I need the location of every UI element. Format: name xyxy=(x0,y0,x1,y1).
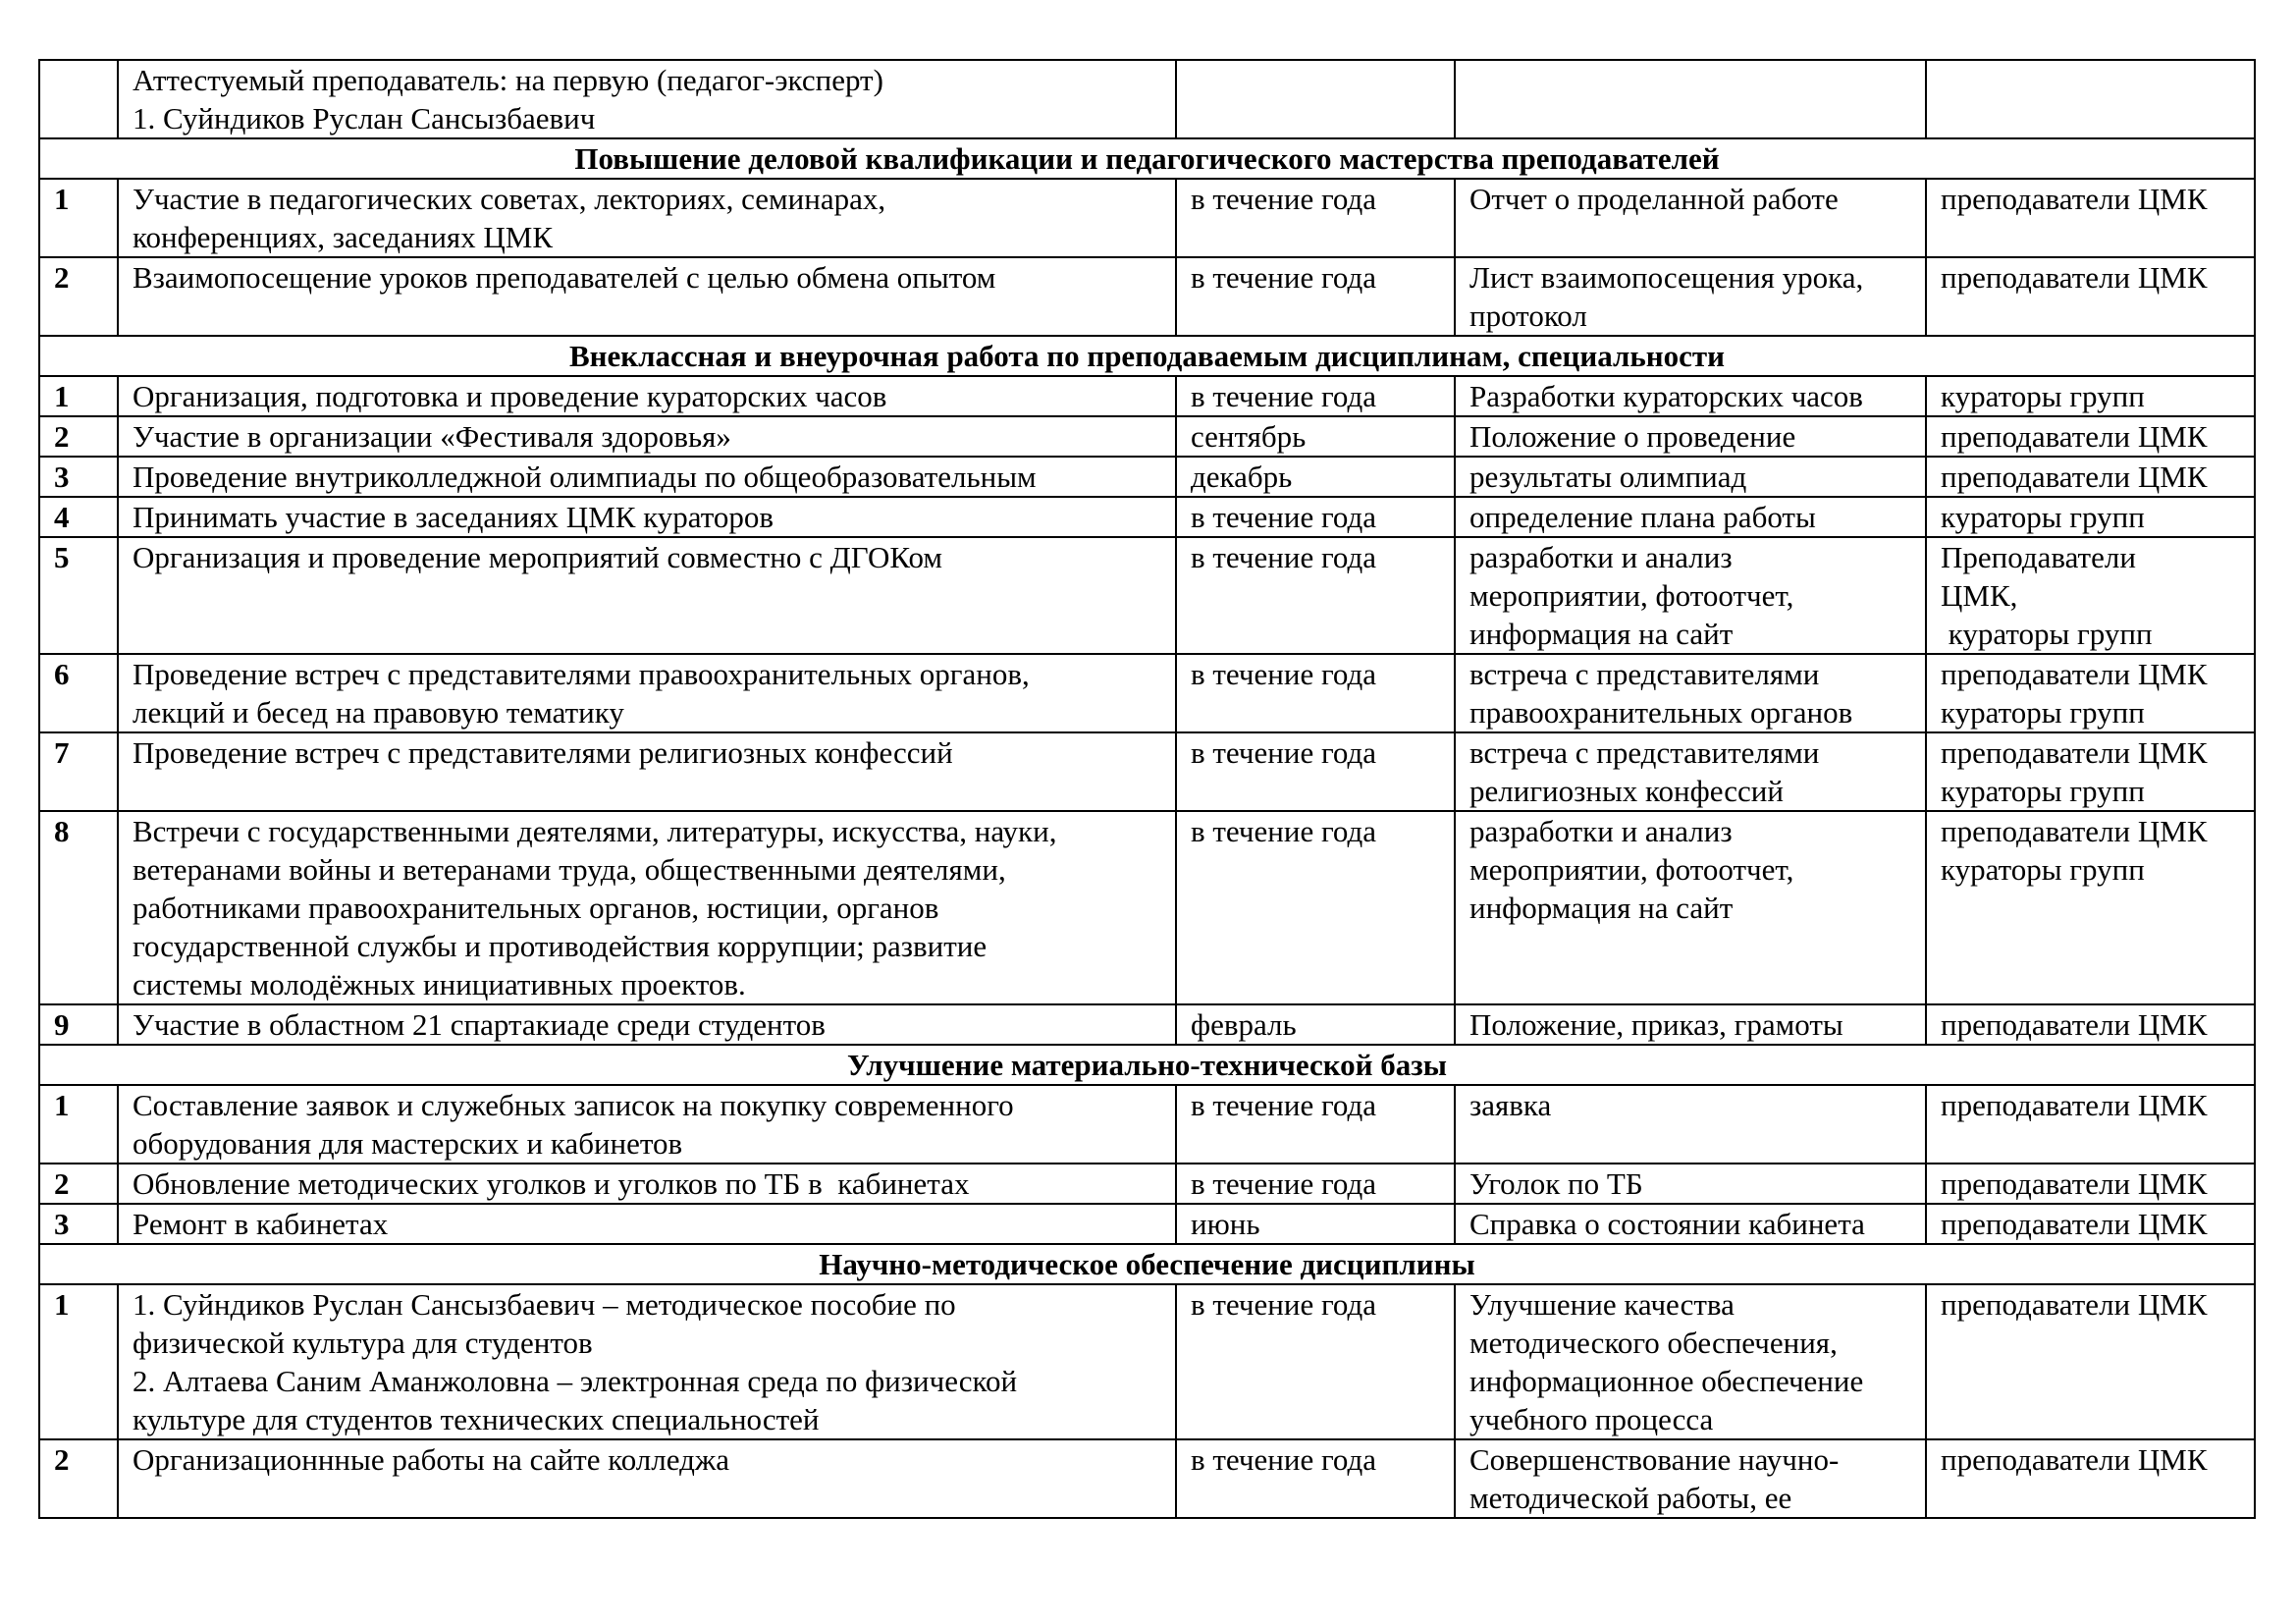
table-row xyxy=(39,811,2255,1004)
term-cell xyxy=(1176,497,1455,537)
responsible-cell xyxy=(1926,179,2255,257)
section-title: Улучшение материально-технической базы xyxy=(39,1045,2255,1085)
result-cell-line: методической работы, ее xyxy=(1469,1481,1792,1515)
activity-cell-line: Участие в организации «Фестиваля здоровья» xyxy=(133,419,731,454)
responsible-cell xyxy=(1926,654,2255,732)
result-cell-line: Лист взаимопосещения урока, xyxy=(1469,260,1864,295)
result-cell xyxy=(1455,1284,1926,1439)
section-title: Повышение деловой квалификации и педагогического мастерства преподавателей xyxy=(39,138,2255,179)
row-number: 7 xyxy=(39,732,118,811)
row-number: 2 xyxy=(39,416,118,457)
term-cell-line: февраль xyxy=(1191,1007,1297,1042)
result-cell-line: мероприятии, фотоотчет, xyxy=(1469,578,1794,613)
activity-cell xyxy=(118,1439,1176,1518)
result-cell-line: учебного процесса xyxy=(1469,1402,1714,1436)
result-cell-line: информация на сайт xyxy=(1469,891,1734,925)
responsible-cell-line: кураторы групп xyxy=(1941,379,2145,413)
row-number: 1 xyxy=(39,1284,118,1439)
section-header-row xyxy=(39,138,2255,179)
result-cell-line: Положение, приказ, грамоты xyxy=(1469,1007,1843,1042)
row-number: 6 xyxy=(39,654,118,732)
section-title: Внеклассная и внеурочная работа по преподаваемым дисциплинам, специальности xyxy=(39,336,2255,376)
responsible-cell-line: преподаватели ЦМК xyxy=(1941,1287,2208,1322)
term-cell-line: в течение года xyxy=(1191,540,1377,574)
table-row xyxy=(39,1085,2255,1164)
responsible-cell-line: преподаватели ЦМК xyxy=(1941,1007,2208,1042)
term-cell-line: июнь xyxy=(1191,1207,1260,1241)
term-cell-line: в течение года xyxy=(1191,1088,1377,1122)
responsible-cell xyxy=(1926,1164,2255,1204)
result-cell-line: разработки и анализ xyxy=(1469,540,1733,574)
term-cell-line: в течение года xyxy=(1191,182,1377,216)
activity-cell xyxy=(118,732,1176,811)
row-number: 1 xyxy=(39,179,118,257)
activity-cell xyxy=(118,416,1176,457)
responsible-cell xyxy=(1926,1439,2255,1518)
activity-cell-line: Организация и проведение мероприятий совместно с ДГОКом xyxy=(133,540,942,574)
table-row xyxy=(39,1439,2255,1518)
result-cell-line: Положение о проведение xyxy=(1469,419,1796,454)
term-cell xyxy=(1176,811,1455,1004)
table-row xyxy=(39,376,2255,416)
row-number: 4 xyxy=(39,497,118,537)
activity-cell-line: Обновление методических уголков и уголков по ТБ в кабинетах xyxy=(133,1166,970,1201)
result-cell-line: мероприятии, фотоотчет, xyxy=(1469,852,1794,887)
responsible-cell xyxy=(1926,1085,2255,1164)
result-cell-line: религиозных конфессий xyxy=(1469,774,1784,808)
result-cell-line: заявка xyxy=(1469,1088,1552,1122)
activity-cell xyxy=(118,376,1176,416)
result-cell xyxy=(1455,1085,1926,1164)
term-cell xyxy=(1176,1284,1455,1439)
row-number: 3 xyxy=(39,457,118,497)
activity-cell-line: культуре для студентов технических специальностей xyxy=(133,1402,820,1436)
responsible-cell-line: кураторы групп xyxy=(1941,617,2153,651)
table-row xyxy=(39,497,2255,537)
activity-cell-line: работниками правоохранительных органов, юстиции, органов xyxy=(133,891,939,925)
activity-cell xyxy=(118,654,1176,732)
term-cell-line: в течение года xyxy=(1191,260,1377,295)
result-cell xyxy=(1455,537,1926,654)
term-cell xyxy=(1176,1085,1455,1164)
table-row xyxy=(39,1164,2255,1204)
table-row xyxy=(39,1004,2255,1045)
activity-cell xyxy=(118,1004,1176,1045)
activity-cell-line: 2. Алтаева Саним Аманжоловна – электронная среда по физической xyxy=(133,1364,1018,1398)
result-cell xyxy=(1455,1004,1926,1045)
row-number: 1 xyxy=(39,1085,118,1164)
activity-cell-line: государственной службы и противодействия коррупции; развитие xyxy=(133,929,988,963)
term-cell-line: в течение года xyxy=(1191,1287,1377,1322)
responsible-cell xyxy=(1926,457,2255,497)
term-cell xyxy=(1176,1004,1455,1045)
result-cell-line: методического обеспечения, xyxy=(1469,1326,1838,1360)
responsible-cell xyxy=(1926,1204,2255,1244)
term-cell xyxy=(1176,179,1455,257)
responsible-cell-line: преподаватели ЦМК xyxy=(1941,1442,2208,1477)
term-cell-line: декабрь xyxy=(1191,460,1293,494)
result-cell-line: информация на сайт xyxy=(1469,617,1734,651)
responsible-cell-line: кураторы групп xyxy=(1941,500,2145,534)
activity-cell-line: Проведение внутриколледжной олимпиады по общеобразовательным xyxy=(133,460,1037,494)
intro-num-cell xyxy=(39,60,118,138)
term-cell xyxy=(1176,537,1455,654)
activity-cell-line: системы молодёжных инициативных проектов. xyxy=(133,967,746,1001)
activity-cell-line: Ремонт в кабинетах xyxy=(133,1207,389,1241)
activity-cell xyxy=(118,1164,1176,1204)
result-cell xyxy=(1455,376,1926,416)
activity-cell xyxy=(118,457,1176,497)
activity-cell xyxy=(118,537,1176,654)
activity-cell-line: Взаимопосещение уроков преподавателей с целью обмена опытом xyxy=(133,260,996,295)
activity-cell-line: Участие в педагогических советах, лекториях, семинарах, xyxy=(133,182,886,216)
result-cell-line: Уголок по ТБ xyxy=(1469,1166,1643,1201)
responsible-cell xyxy=(1926,1284,2255,1439)
work-plan-table xyxy=(38,59,2256,1519)
result-cell xyxy=(1455,257,1926,336)
intro-term-cell xyxy=(1176,60,1455,138)
responsible-cell-line: преподаватели ЦМК xyxy=(1941,260,2208,295)
term-cell xyxy=(1176,1164,1455,1204)
section-header-row xyxy=(39,1045,2255,1085)
responsible-cell-line: преподаватели ЦМК xyxy=(1941,1166,2208,1201)
term-cell-line: в течение года xyxy=(1191,657,1377,691)
result-cell xyxy=(1455,497,1926,537)
responsible-cell xyxy=(1926,732,2255,811)
intro-result-cell xyxy=(1455,60,1926,138)
responsible-cell-line: ЦМК, xyxy=(1941,578,2018,613)
term-cell-line: в течение года xyxy=(1191,1166,1377,1201)
responsible-cell-line: Преподаватели xyxy=(1941,540,2136,574)
result-cell-line: Разработки кураторских часов xyxy=(1469,379,1863,413)
result-cell xyxy=(1455,811,1926,1004)
responsible-cell xyxy=(1926,416,2255,457)
table-row xyxy=(39,1204,2255,1244)
activity-cell xyxy=(118,1085,1176,1164)
responsible-cell-line: кураторы групп xyxy=(1941,695,2145,730)
activity-cell-line: Участие в областном 21 спартакиаде среди студентов xyxy=(133,1007,826,1042)
term-cell-line: в течение года xyxy=(1191,1442,1377,1477)
activity-cell-line: Проведение встреч с представителями религиозных конфессий xyxy=(133,735,953,770)
term-cell-line: в течение года xyxy=(1191,814,1377,848)
responsible-cell xyxy=(1926,497,2255,537)
responsible-cell xyxy=(1926,1004,2255,1045)
intro-line: 1. Суйндиков Руслан Сансызбаевич xyxy=(133,101,596,135)
table-row xyxy=(39,654,2255,732)
result-cell-line: встреча с представителями xyxy=(1469,735,1820,770)
activity-cell-line: Встречи с государственными деятелями, литературы, искусства, науки, xyxy=(133,814,1057,848)
term-cell xyxy=(1176,732,1455,811)
activity-cell xyxy=(118,1204,1176,1244)
responsible-cell-line: преподаватели ЦМК xyxy=(1941,814,2208,848)
result-cell-line: разработки и анализ xyxy=(1469,814,1733,848)
term-cell xyxy=(1176,376,1455,416)
activity-cell xyxy=(118,1284,1176,1439)
row-number: 2 xyxy=(39,1439,118,1518)
term-cell-line: в течение года xyxy=(1191,735,1377,770)
result-cell-line: определение плана работы xyxy=(1469,500,1816,534)
table-row xyxy=(39,537,2255,654)
intro-resp-cell xyxy=(1926,60,2255,138)
responsible-cell xyxy=(1926,376,2255,416)
row-number: 1 xyxy=(39,376,118,416)
table-row xyxy=(39,732,2255,811)
row-number: 3 xyxy=(39,1204,118,1244)
intro-line: Аттестуемый преподаватель: на первую (педагог-эксперт) xyxy=(133,63,883,97)
activity-cell-line: Организация, подготовка и проведение кураторских часов xyxy=(133,379,887,413)
responsible-cell-line: преподаватели ЦМК xyxy=(1941,735,2208,770)
term-cell xyxy=(1176,1439,1455,1518)
section-header-row xyxy=(39,336,2255,376)
intro-row xyxy=(39,60,2255,138)
result-cell xyxy=(1455,1164,1926,1204)
table-row xyxy=(39,257,2255,336)
responsible-cell-line: преподаватели ЦМК xyxy=(1941,419,2208,454)
work-plan-body xyxy=(39,60,2255,1518)
responsible-cell-line: преподаватели ЦМК xyxy=(1941,182,2208,216)
responsible-cell-line: кураторы групп xyxy=(1941,774,2145,808)
row-number: 9 xyxy=(39,1004,118,1045)
term-cell xyxy=(1176,257,1455,336)
activity-cell-line: Организационнные работы на сайте колледжа xyxy=(133,1442,730,1477)
responsible-cell xyxy=(1926,811,2255,1004)
result-cell xyxy=(1455,654,1926,732)
result-cell-line: протокол xyxy=(1469,298,1587,333)
row-number: 2 xyxy=(39,1164,118,1204)
responsible-cell xyxy=(1926,257,2255,336)
result-cell xyxy=(1455,416,1926,457)
result-cell-line: информационное обеспечение xyxy=(1469,1364,1864,1398)
term-cell-line: сентябрь xyxy=(1191,419,1307,454)
result-cell-line: результаты олимпиад xyxy=(1469,460,1747,494)
activity-cell-line: Составление заявок и служебных записок на покупку современного xyxy=(133,1088,1014,1122)
table-row xyxy=(39,179,2255,257)
term-cell-line: в течение года xyxy=(1191,379,1377,413)
activity-cell-line: оборудования для мастерских и кабинетов xyxy=(133,1126,683,1161)
table-row xyxy=(39,457,2255,497)
result-cell xyxy=(1455,1439,1926,1518)
result-cell-line: правоохранительных органов xyxy=(1469,695,1853,730)
table-row xyxy=(39,416,2255,457)
result-cell-line: Улучшение качества xyxy=(1469,1287,1735,1322)
section-header-row xyxy=(39,1244,2255,1284)
intro-text-cell xyxy=(118,60,1176,138)
activity-cell-line: лекций и бесед на правовую тематику xyxy=(133,695,624,730)
result-cell xyxy=(1455,732,1926,811)
result-cell-line: Отчет о проделанной работе xyxy=(1469,182,1839,216)
result-cell xyxy=(1455,1204,1926,1244)
row-number: 2 xyxy=(39,257,118,336)
result-cell-line: встреча с представителями xyxy=(1469,657,1820,691)
table-row xyxy=(39,1284,2255,1439)
term-cell xyxy=(1176,457,1455,497)
activity-cell-line: Проведение встреч с представителями правоохранительных органов, xyxy=(133,657,1030,691)
activity-cell-line: физической культура для студентов xyxy=(133,1326,593,1360)
responsible-cell-line: преподаватели ЦМК xyxy=(1941,1207,2208,1241)
row-number: 8 xyxy=(39,811,118,1004)
responsible-cell-line: кураторы групп xyxy=(1941,852,2145,887)
responsible-cell-line: преподаватели ЦМК xyxy=(1941,460,2208,494)
activity-cell xyxy=(118,179,1176,257)
responsible-cell xyxy=(1926,537,2255,654)
activity-cell-line: конференциях, заседаниях ЦМК xyxy=(133,220,554,254)
activity-cell xyxy=(118,497,1176,537)
row-number: 5 xyxy=(39,537,118,654)
activity-cell-line: ветеранами войны и ветеранами труда, общественными деятелями, xyxy=(133,852,1006,887)
result-cell xyxy=(1455,457,1926,497)
result-cell-line: Совершенствование научно- xyxy=(1469,1442,1840,1477)
section-title: Научно-методическое обеспечение дисциплины xyxy=(39,1244,2255,1284)
activity-cell-line: 1. Суйндиков Руслан Сансызбаевич – методическое пособие по xyxy=(133,1287,956,1322)
activity-cell xyxy=(118,257,1176,336)
term-cell xyxy=(1176,654,1455,732)
responsible-cell-line: преподаватели ЦМК xyxy=(1941,657,2208,691)
activity-cell xyxy=(118,811,1176,1004)
activity-cell-line: Принимать участие в заседаниях ЦМК кураторов xyxy=(133,500,774,534)
term-cell xyxy=(1176,416,1455,457)
term-cell xyxy=(1176,1204,1455,1244)
result-cell xyxy=(1455,179,1926,257)
responsible-cell-line: преподаватели ЦМК xyxy=(1941,1088,2208,1122)
result-cell-line: Справка о состоянии кабинета xyxy=(1469,1207,1865,1241)
term-cell-line: в течение года xyxy=(1191,500,1377,534)
